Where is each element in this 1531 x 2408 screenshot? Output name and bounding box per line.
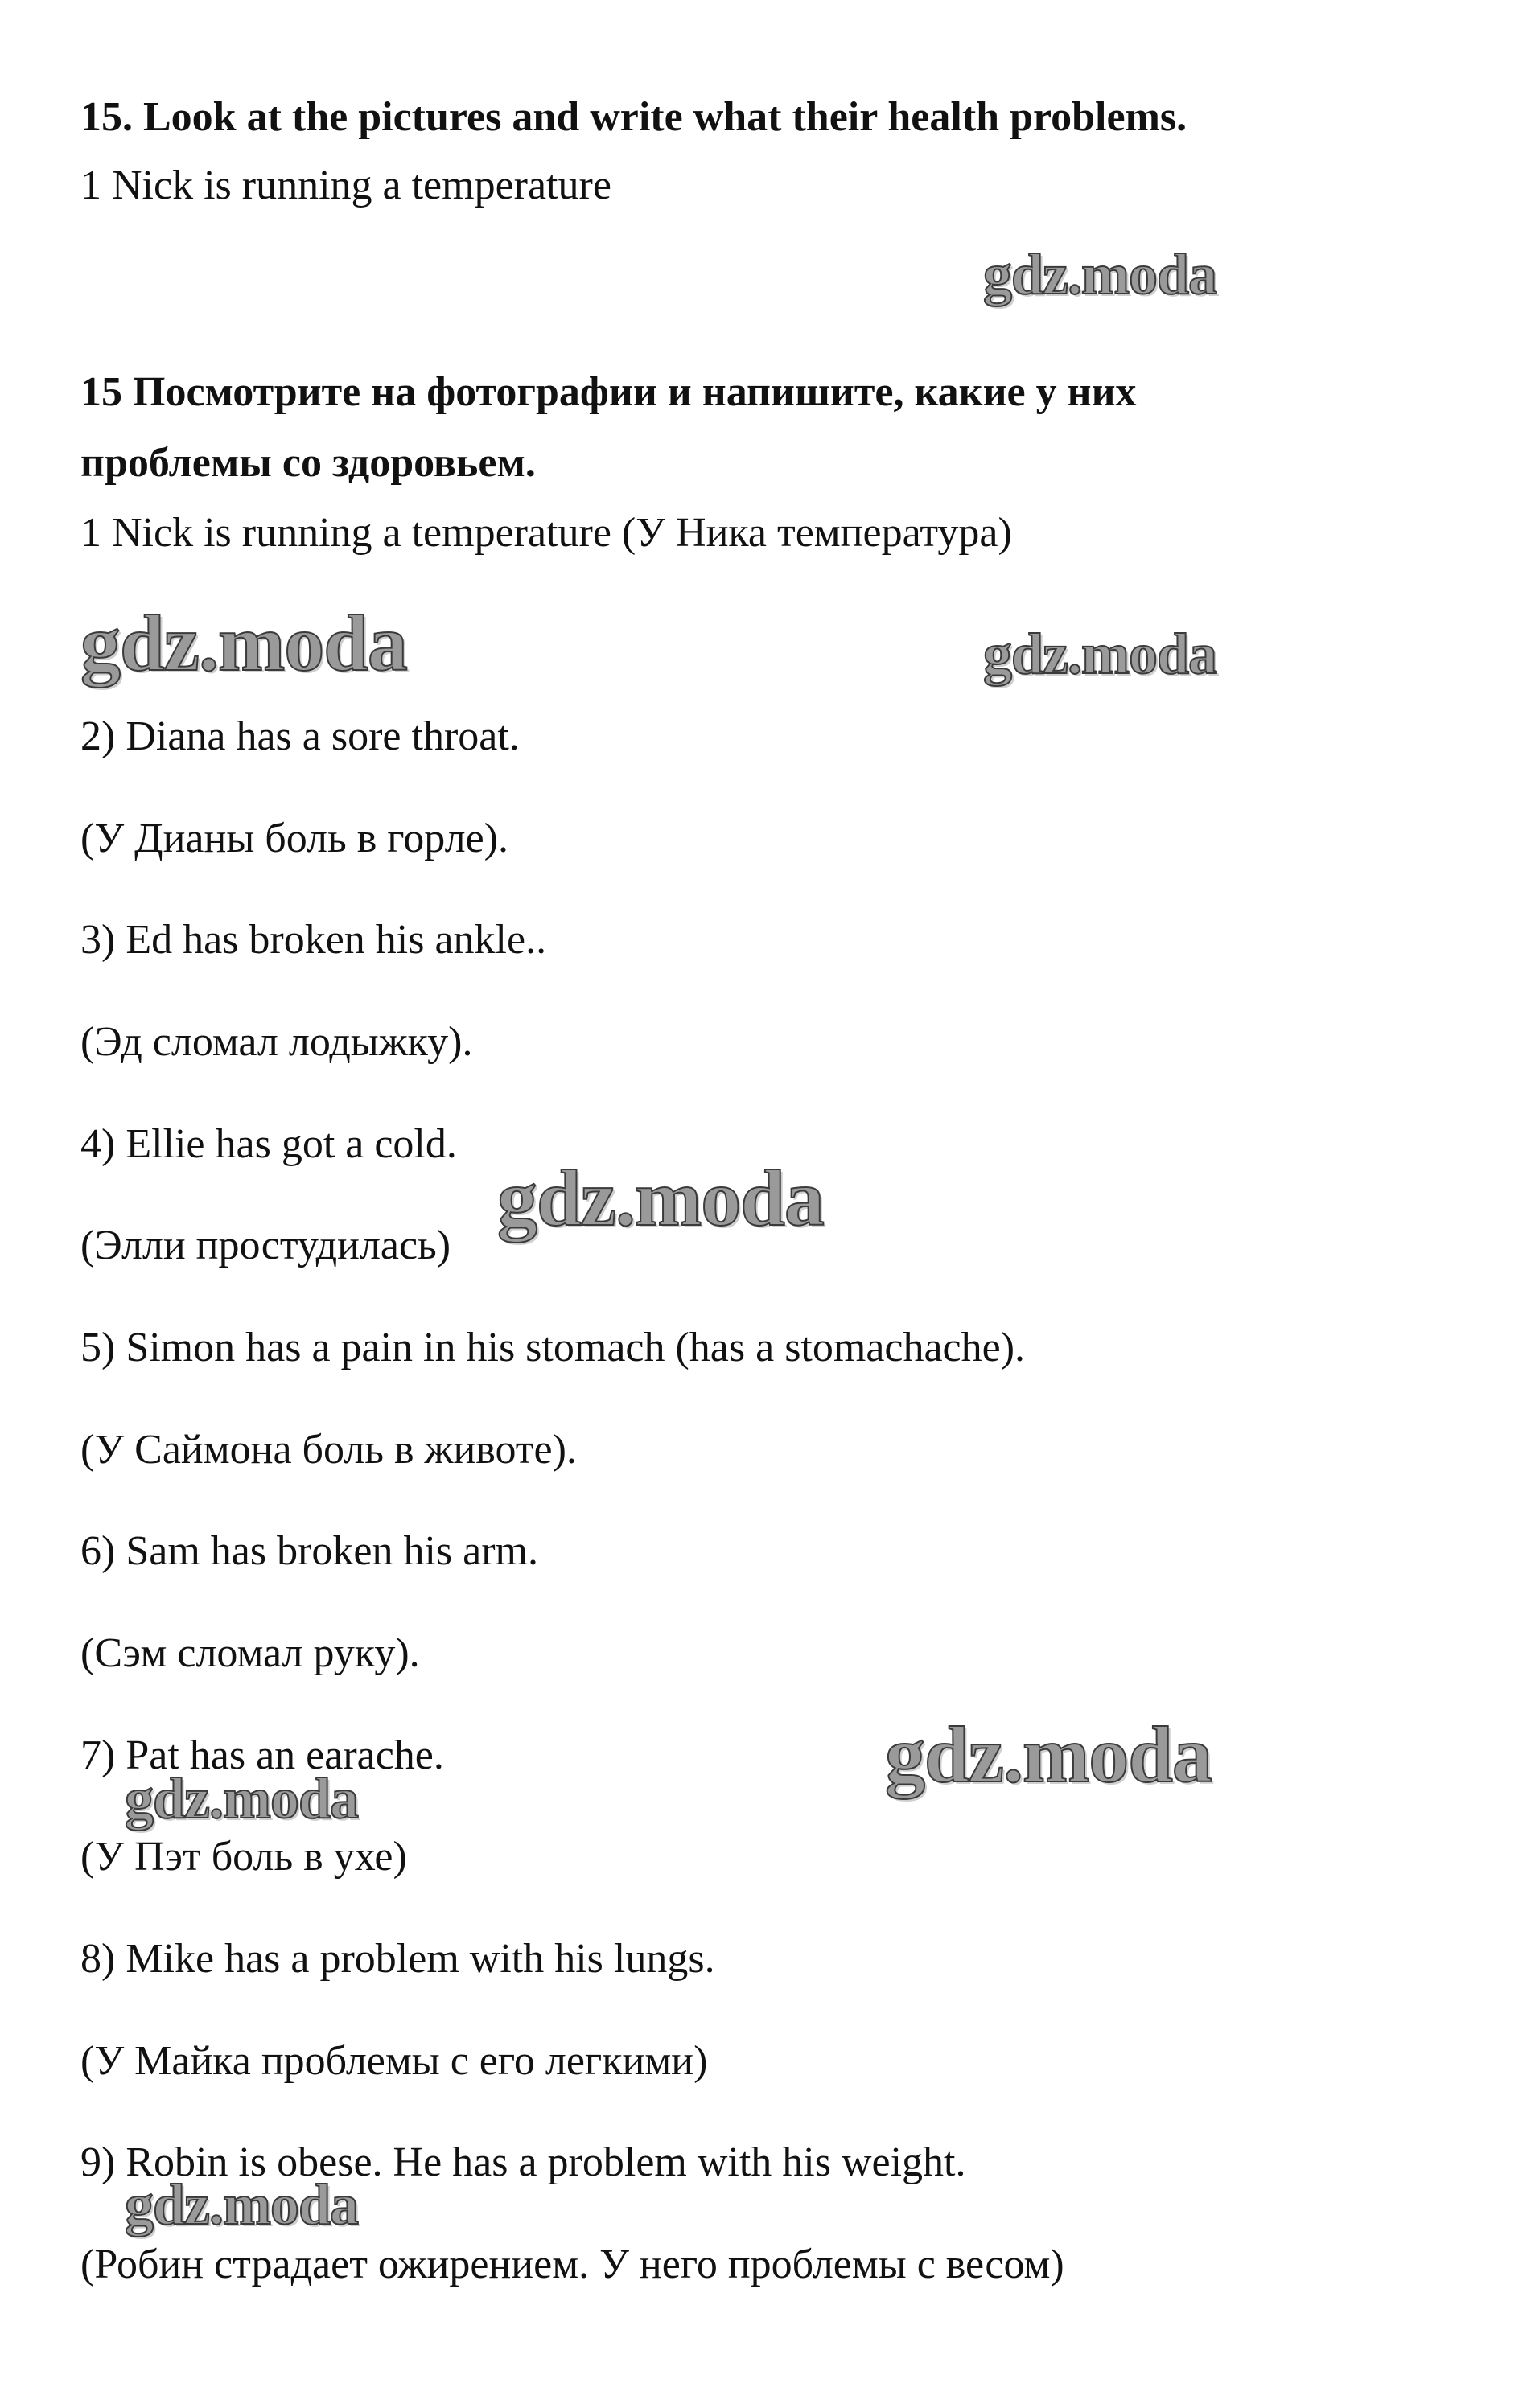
watermark: gdz.moda: [983, 622, 1217, 686]
answer-6-ru: (Сэм сломал руку).: [80, 1630, 420, 1676]
answer-7-ru: (У Пэт боль в ухе): [80, 1834, 407, 1880]
task-example-en: 1 Nick is running a temperature: [80, 162, 611, 208]
watermark: gdz.moda: [80, 598, 407, 688]
watermark: gdz.moda: [497, 1153, 824, 1243]
watermark: gdz.moda: [983, 242, 1217, 306]
answer-9-en: 9) Robin is obese. He has a problem with his weight.: [80, 2139, 966, 2185]
answer-3-ru: (Эд сломал лодыжку).: [80, 1019, 473, 1065]
answer-3-en: 3) Ed has broken his ankle..: [80, 917, 547, 963]
watermark: gdz.moda: [125, 1766, 359, 1831]
answer-8-en: 8) Mike has a problem with his lungs.: [80, 1936, 715, 1982]
task-heading-en: 15. Look at the pictures and write what their health problems.: [80, 94, 1187, 140]
answer-4-en: 4) Ellie has got a cold.: [80, 1121, 457, 1167]
watermark: gdz.moda: [885, 1710, 1212, 1799]
answer-2-en: 2) Diana has a sore throat.: [80, 713, 520, 759]
task-heading-ru-line2: проблемы со здоровьем.: [80, 440, 536, 486]
answer-6-en: 6) Sam has broken his arm.: [80, 1528, 539, 1574]
answer-5-ru: (У Саймона боль в животе).: [80, 1427, 577, 1473]
task-example-translated: 1 Nick is running a temperature (У Ника температура): [80, 510, 1012, 556]
answer-4-ru: (Элли простудилась): [80, 1222, 451, 1268]
answer-9-ru: (Робин страдает ожирением. У него проблемы с весом): [80, 2242, 1064, 2287]
answer-5-en: 5) Simon has a pain in his stomach (has a stomachache).: [80, 1325, 1026, 1370]
answer-8-ru: (У Майка проблемы с его легкими): [80, 2038, 708, 2084]
answer-2-ru: (У Дианы боль в горле).: [80, 816, 508, 861]
watermark: gdz.moda: [125, 2172, 359, 2237]
task-heading-ru-line1: 15 Посмотрите на фотографии и напишите, какие у них: [80, 369, 1137, 415]
answer-7-en: 7) Pat has an earache.: [80, 1732, 444, 1778]
